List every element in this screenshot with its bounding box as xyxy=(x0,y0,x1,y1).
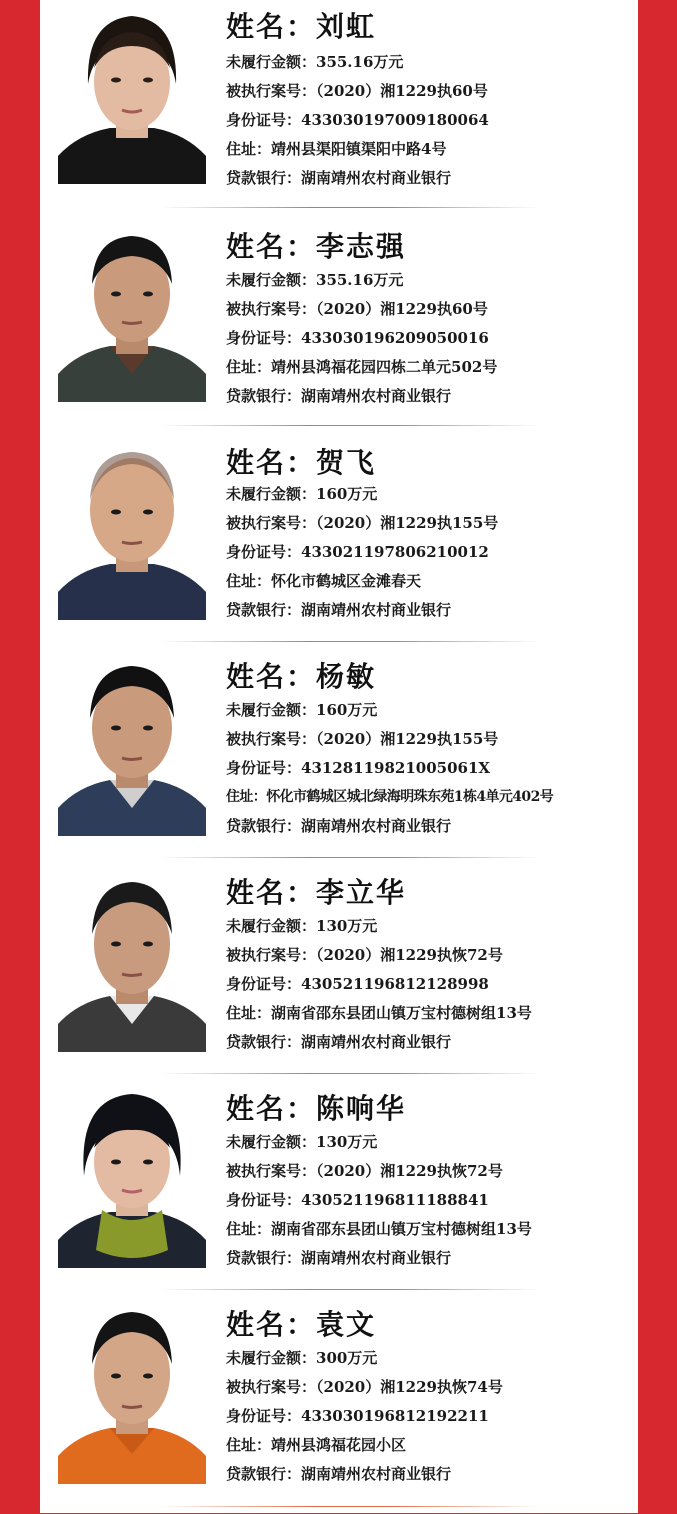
person-photo xyxy=(58,1090,206,1268)
id-number: 身份证号：433030197009180064 xyxy=(226,111,489,129)
unpaid-amount: 未履行金额：355.16万元 xyxy=(226,271,404,289)
divider xyxy=(160,425,540,426)
person-photo xyxy=(58,224,206,402)
person-entry xyxy=(40,1300,638,1514)
person-name: 姓名：李立华 xyxy=(226,876,407,909)
unpaid-amount: 未履行金额：300万元 xyxy=(226,1349,378,1367)
divider xyxy=(160,1506,540,1507)
loan-bank: 贷款银行：湖南靖州农村商业银行 xyxy=(226,169,452,187)
id-number: 身份证号：430521196812128998 xyxy=(226,975,489,993)
person-name: 姓名：杨敏 xyxy=(226,660,377,693)
person-photo xyxy=(58,658,206,836)
unpaid-amount: 未履行金额：130万元 xyxy=(226,1133,378,1151)
case-number: 被执行案号：（2020）湘1229执155号 xyxy=(226,730,499,748)
loan-bank: 贷款银行：湖南靖州农村商业银行 xyxy=(226,817,452,835)
loan-bank: 贷款银行：湖南靖州农村商业银行 xyxy=(226,1033,452,1051)
case-number: 被执行案号：（2020）湘1229执60号 xyxy=(226,300,488,318)
divider xyxy=(160,207,540,208)
person-entry xyxy=(40,868,638,1082)
id-number: 身份证号：43128119821005061X xyxy=(226,759,491,777)
person-photo xyxy=(58,1306,206,1484)
unpaid-amount: 未履行金额：160万元 xyxy=(226,701,378,719)
person-name: 姓名：陈响华 xyxy=(226,1092,407,1125)
loan-bank: 贷款银行：湖南靖州农村商业银行 xyxy=(226,1249,452,1267)
case-number: 被执行案号：（2020）湘1229执恢72号 xyxy=(226,1162,503,1180)
loan-bank: 贷款银行：湖南靖州农村商业银行 xyxy=(226,601,452,619)
person-name: 姓名：贺飞 xyxy=(226,446,377,479)
case-number: 被执行案号：（2020）湘1229执60号 xyxy=(226,82,488,100)
person-name: 姓名：李志强 xyxy=(226,230,407,263)
loan-bank: 贷款银行：湖南靖州农村商业银行 xyxy=(226,1465,452,1483)
case-number: 被执行案号：（2020）湘1229执恢74号 xyxy=(226,1378,503,1396)
person-entry xyxy=(40,436,638,650)
id-number: 身份证号：433021197806210012 xyxy=(226,543,489,561)
person-entry xyxy=(40,652,638,866)
id-number: 身份证号：430521196811188841 xyxy=(226,1191,489,1209)
person-photo xyxy=(58,442,206,620)
address: 住址：湖南省邵东县团山镇万宝村德树组13号 xyxy=(226,1220,532,1238)
unpaid-amount: 未履行金额：355.16万元 xyxy=(226,53,404,71)
case-number: 被执行案号：（2020）湘1229执恢72号 xyxy=(226,946,503,964)
divider xyxy=(160,1289,540,1290)
loan-bank: 贷款银行：湖南靖州农村商业银行 xyxy=(226,387,452,405)
address: 住址：怀化市鹤城区城北绿海明珠东苑1栋4单元402号 xyxy=(226,789,554,805)
divider xyxy=(160,1073,540,1074)
divider xyxy=(160,857,540,858)
address: 住址：靖州县鸿福花园四栋二单元502号 xyxy=(226,358,498,376)
unpaid-amount: 未履行金额：160万元 xyxy=(226,485,378,503)
person-name: 姓名：袁文 xyxy=(226,1308,377,1341)
id-number: 身份证号：433030196812192211 xyxy=(226,1407,489,1425)
unpaid-amount: 未履行金额：130万元 xyxy=(226,917,378,935)
person-name: 姓名：刘虹 xyxy=(226,10,377,43)
address: 住址：靖州县渠阳镇渠阳中路4号 xyxy=(226,140,447,158)
address: 住址：靖州县鸿福花园小区 xyxy=(226,1436,407,1454)
person-photo xyxy=(58,6,206,184)
person-photo xyxy=(58,874,206,1052)
person-entry xyxy=(40,0,638,214)
person-entry xyxy=(40,1084,638,1298)
divider xyxy=(160,641,540,642)
notice-panel xyxy=(40,0,638,1513)
address: 住址：湖南省邵东县团山镇万宝村德树组13号 xyxy=(226,1004,532,1022)
case-number: 被执行案号：（2020）湘1229执155号 xyxy=(226,514,499,532)
address: 住址：怀化市鹤城区金滩春天 xyxy=(226,572,422,590)
person-entry xyxy=(40,218,638,432)
id-number: 身份证号：433030196209050016 xyxy=(226,329,489,347)
